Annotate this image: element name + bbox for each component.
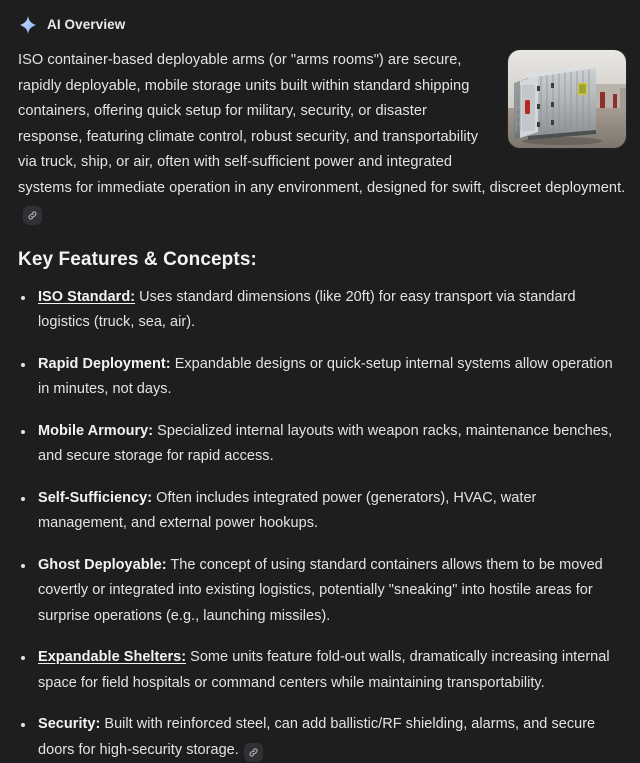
feature-term: Mobile Armoury: (38, 423, 153, 439)
source-link-badge[interactable] (23, 206, 42, 225)
feature-text: Built with reinforced steel, can add ballistic/RF shielding, alarms, and secure doors for high-security storage. (38, 716, 595, 758)
feature-text: Uses standard dimensions (like 20ft) for easy transport via standard logistics (truck, sea, air). (38, 289, 576, 331)
feature-term: Ghost Deployable: (38, 557, 167, 573)
feature-text: Specialized internal layouts with weapon racks, maintenance benches, and secure storage for rapid access. (38, 423, 612, 465)
feature-term: Expandable Shelters: (38, 649, 186, 665)
feature-term: Rapid Deployment: (38, 356, 171, 372)
feature-text: The concept of using standard containers allows them to be moved covertly or integrated into existing logistics, potentially "sneaking" into hostile areas for surprise operations (e.g., launching missiles). (38, 557, 603, 624)
sparkle-icon (18, 15, 38, 35)
container-photo-thumbnail[interactable] (508, 50, 626, 148)
ai-overview-label: AI Overview (47, 18, 125, 32)
list-item (18, 712, 626, 763)
list-item (18, 645, 626, 696)
feature-text: Often includes integrated power (generators), HVAC, water management, and external power hookups. (38, 490, 536, 532)
container-photo (508, 50, 626, 148)
link-icon (248, 747, 259, 758)
list-item (18, 486, 626, 537)
source-link-badge[interactable] (244, 743, 263, 762)
link-icon (27, 210, 38, 221)
overview-paragraph-text: ISO container-based deployable arms (or "arms rooms") are secure, rapidly deployable, mobile storage units built within standard shipping containers, offering quick setup for military, security, or disaster response, featuring climate control, robust security, and transportability via truck, ship, or air, often with self-sufficient power and integrated systems for immediate operation in any environment, designed for swift, discreet deployment. (18, 52, 625, 196)
list-item (18, 285, 626, 336)
ai-overview-header (18, 12, 626, 38)
feature-text: Expandable designs or quick-setup internal systems allow operation in minutes, not days. (38, 356, 613, 398)
list-item (18, 352, 626, 403)
list-item (18, 419, 626, 470)
feature-list (18, 285, 626, 763)
feature-term: Security: (38, 716, 100, 732)
feature-term: Self-Sufficiency: (38, 490, 152, 506)
feature-term: ISO Standard: (38, 289, 135, 305)
list-item (18, 553, 626, 630)
section-heading: Key Features & Concepts: (18, 249, 626, 271)
feature-text: Some units feature fold-out walls, dramatically increasing internal space for field hospitals or command centers while maintaining transportability. (38, 649, 610, 691)
